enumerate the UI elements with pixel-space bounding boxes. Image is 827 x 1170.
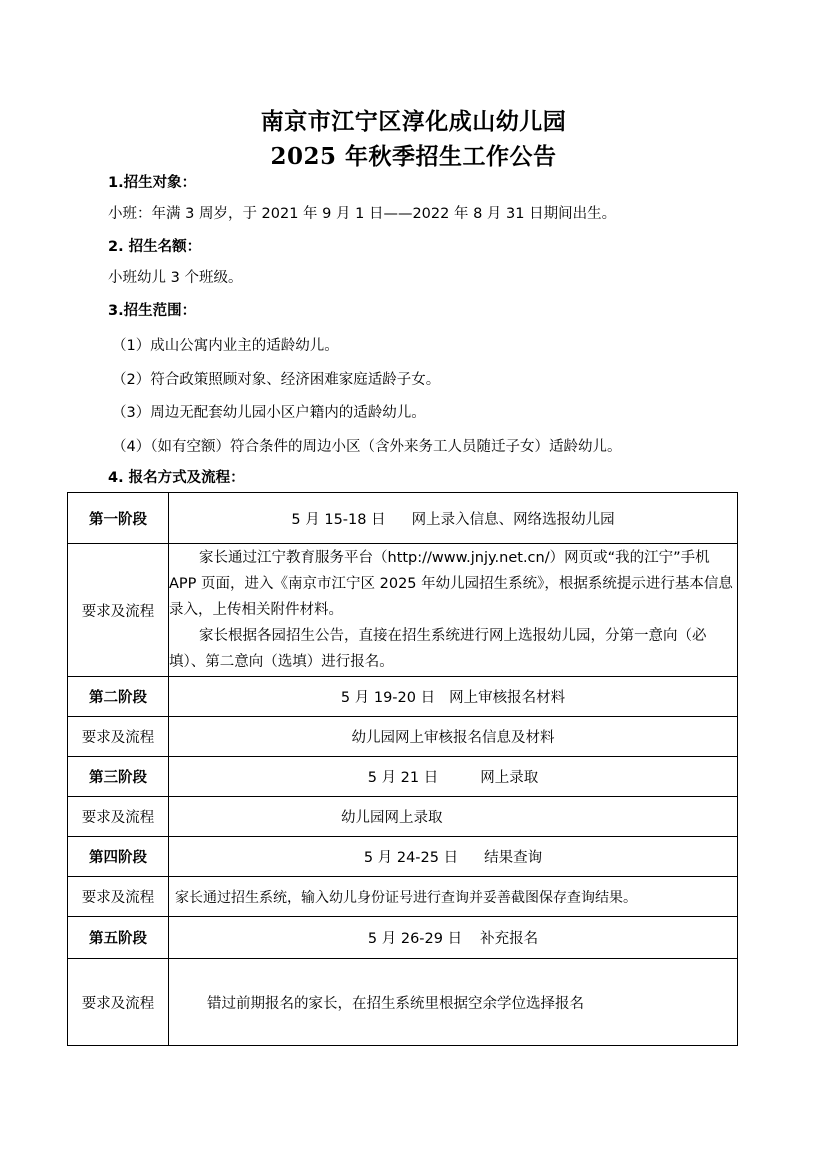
- requirement-detail: 家长通过招生系统，输入幼儿身份证号进行查询并妥善截图保存查询结果。: [169, 877, 738, 917]
- section3-item: （2）符合政策照顾对象、经济困难家庭适龄子女。: [112, 372, 441, 388]
- document-title-line2: 2025 年秋季招生工作公告: [270, 143, 557, 170]
- stage-schedule: [169, 917, 738, 959]
- stage-schedule: [169, 677, 738, 717]
- requirement-label: 要求及流程: [68, 959, 169, 1046]
- table-row: [68, 757, 738, 797]
- enrollment-process-table: [67, 492, 738, 1046]
- stage-schedule: [169, 493, 738, 544]
- stage-desc: 补充报名: [480, 931, 539, 947]
- table-row: [68, 717, 738, 757]
- stage-schedule: [169, 837, 738, 877]
- section2-heading: 2. 招生名额：: [108, 239, 202, 255]
- requirement-paragraph: 家长通过江宁教育服务平台（http://www.jnjy.net.cn/）网页或“我的江宁”手机 APP 页面，进入《南京市江宁区 2025 年幼儿园招生系统》，根据系统提示进行基本信息录入，上传相关附件材料。: [169, 550, 733, 618]
- requirement-detail: 幼儿园网上审核报名信息及材料: [169, 717, 738, 757]
- requirement-label: 要求及流程: [68, 717, 169, 757]
- stage-label: 第四阶段: [68, 837, 169, 877]
- stage-label: 第一阶段: [68, 493, 169, 544]
- requirement-label: 要求及流程: [68, 544, 169, 677]
- stage-desc: 结果查询: [484, 850, 543, 866]
- requirement-paragraph: 家长根据各园招生公告，直接在招生系统进行网上选报幼儿园，分第一意向（必填）、第二意向（选填）进行报名。: [169, 628, 707, 670]
- requirement-detail: 幼儿园网上录取: [169, 797, 738, 837]
- table-row: [68, 677, 738, 717]
- requirement-detail: [169, 544, 738, 677]
- section4-heading: 4. 报名方式及流程：: [108, 470, 245, 486]
- stage-label: 第三阶段: [68, 757, 169, 797]
- stage-desc: 网上录取: [480, 770, 539, 786]
- stage-date: 5 月 24-25 日: [363, 850, 459, 866]
- section3-item: （3）周边无配套幼儿园小区户籍内的适龄幼儿。: [112, 405, 426, 421]
- table-row: [68, 837, 738, 877]
- table-row: [68, 959, 738, 1046]
- stage-label: 第二阶段: [68, 677, 169, 717]
- stage-label: 第五阶段: [68, 917, 169, 959]
- section3-item: （4）（如有空额）符合条件的周边小区（含外来务工人员随迁子女）适龄幼儿。: [112, 439, 622, 455]
- stage-desc: 网上审核报名材料: [449, 690, 566, 706]
- stage-date: 5 月 15-18 日: [291, 511, 386, 528]
- stage-date: 5 月 26-29 日: [367, 931, 463, 947]
- table-row: [68, 493, 738, 544]
- table-row: [68, 797, 738, 837]
- table-row: [68, 917, 738, 959]
- stage-schedule: [169, 757, 738, 797]
- table-row: [68, 877, 738, 917]
- section3-item: （1）成山公寓内业主的适龄幼儿。: [112, 338, 339, 354]
- document-title-line1: 南京市江宁区淳化成山幼儿园: [260, 108, 567, 135]
- section1-heading: 1.招生对象：: [108, 175, 197, 191]
- requirement-detail: 错过前期报名的家长，在招生系统里根据空余学位选择报名: [169, 959, 738, 1046]
- stage-desc: 网上录入信息、网络选报幼儿园: [411, 511, 615, 528]
- requirement-label: 要求及流程: [68, 877, 169, 917]
- section3-heading: 3.招生范围：: [108, 303, 197, 319]
- requirement-label: 要求及流程: [68, 797, 169, 837]
- section2-text: 小班幼儿 3 个班级。: [108, 270, 243, 286]
- stage-date: 5 月 19-20 日: [340, 690, 436, 706]
- stage-date: 5 月 21 日: [367, 770, 439, 786]
- table-row: [68, 544, 738, 677]
- section1-text: 小班：年满 3 周岁，于 2021 年 9 月 1 日——2022 年 8 月 31 日期间出生。: [108, 206, 617, 222]
